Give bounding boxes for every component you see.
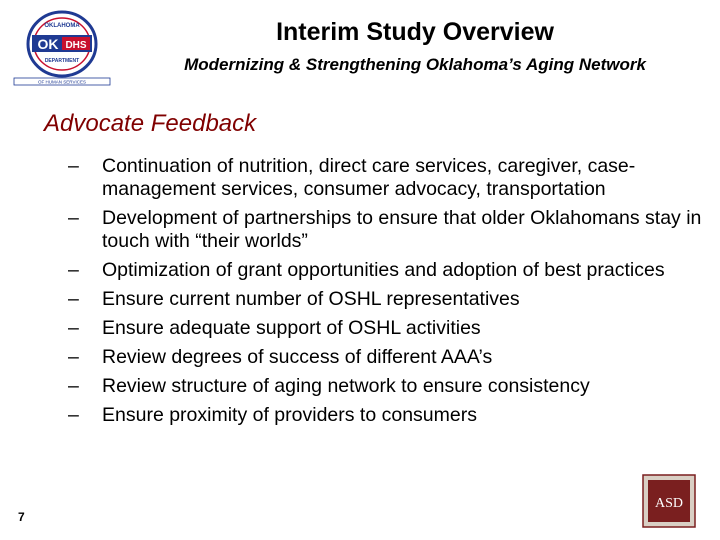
page-number: 7 xyxy=(18,510,25,524)
svg-text:ASD: ASD xyxy=(654,496,684,511)
bullet-dash: – xyxy=(68,155,79,177)
list-item xyxy=(68,346,708,369)
list-item xyxy=(68,155,708,201)
bullet-dash: – xyxy=(68,404,79,426)
bullet-text: Development of partnerships to ensure that older Oklahomans stay in touch with “their worlds” xyxy=(102,207,702,252)
svg-text:OK: OK xyxy=(37,36,59,52)
bullet-text: Ensure proximity of providers to consumers xyxy=(102,404,477,426)
bullet-dash: – xyxy=(68,317,79,339)
section-title: Advocate Feedback xyxy=(44,110,257,137)
bullet-dash: – xyxy=(68,346,79,368)
list-item xyxy=(68,375,708,398)
svg-text:OF HUMAN SERVICES: OF HUMAN SERVICES xyxy=(38,79,86,85)
bullet-dash: – xyxy=(68,288,79,310)
list-item xyxy=(68,207,708,253)
svg-text:OKLAHOMA: OKLAHOMA xyxy=(44,23,80,29)
bullet-text: Ensure adequate support of OSHL activities xyxy=(102,317,481,339)
page-title: Interim Study Overview xyxy=(276,18,554,46)
bullet-dash: – xyxy=(68,259,79,281)
list-item xyxy=(68,317,708,340)
bullet-text: Continuation of nutrition, direct care services, caregiver, case-management services, consumer advocacy, transportation xyxy=(102,155,636,200)
bullet-dash: – xyxy=(68,207,79,229)
bullet-text: Optimization of grant opportunities and adoption of best practices xyxy=(102,259,665,281)
asd-logo xyxy=(642,474,696,528)
bullet-text: Ensure current number of OSHL representatives xyxy=(102,288,520,310)
list-item xyxy=(68,259,708,282)
list-item xyxy=(68,404,708,427)
bullet-text: Review structure of aging network to ensure consistency xyxy=(102,375,590,397)
page-subtitle: Modernizing & Strengthening Oklahoma’s Aging Network xyxy=(184,55,646,74)
bullet-text: Review degrees of success of different AAA’s xyxy=(102,346,493,368)
bullet-list xyxy=(68,155,708,433)
bullet-dash: – xyxy=(68,375,79,397)
svg-text:DEPARTMENT: DEPARTMENT xyxy=(44,58,80,64)
svg-text:DHS: DHS xyxy=(65,40,87,51)
list-item xyxy=(68,288,708,311)
okdhs-logo xyxy=(12,10,112,88)
